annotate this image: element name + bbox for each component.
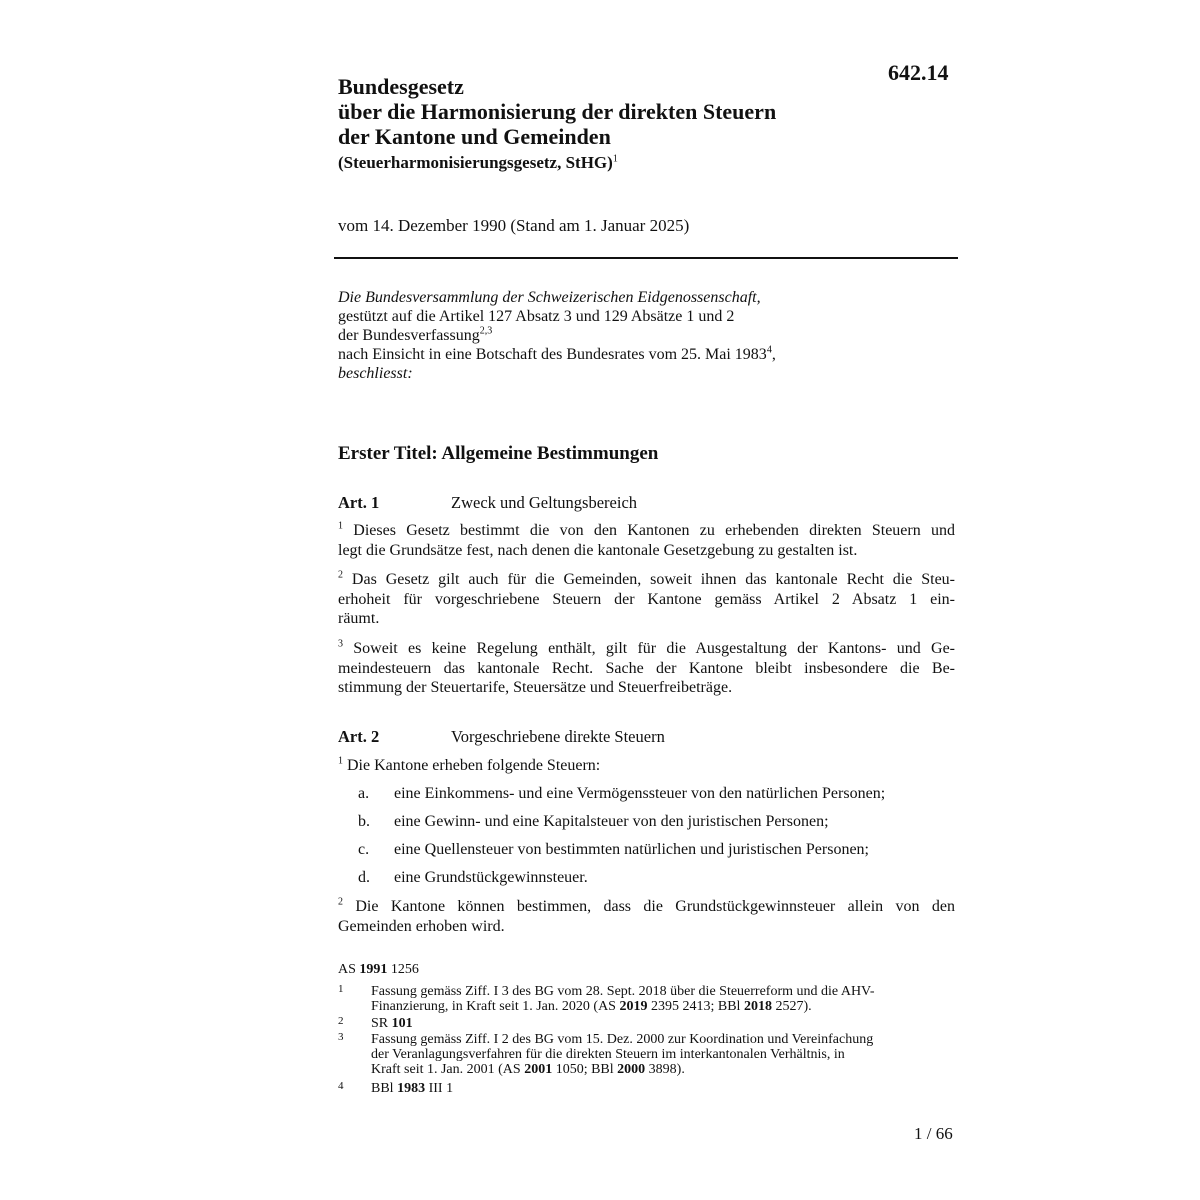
footnote-text	[371, 1032, 873, 1077]
preamble-constitution-text: der Bundesverfassung	[338, 327, 480, 344]
footnote-text	[371, 1081, 453, 1096]
paragraph-line: Gemeinden erhoben wird.	[338, 917, 505, 935]
footnote-year: 2000	[617, 1062, 646, 1077]
title-line-1: Bundesgesetz	[338, 74, 464, 99]
footnote-segment: III 1	[428, 1081, 454, 1096]
footnote-year: 2019	[619, 999, 648, 1014]
footnote-year: 2018	[743, 999, 772, 1014]
sr-number: 642.14	[888, 60, 949, 85]
list-item-letter: a.	[358, 785, 370, 802]
paragraph-line	[338, 521, 955, 541]
list-item-letter: d.	[358, 869, 370, 886]
preamble-basis: gestützt auf die Artikel 127 Absatz 3 und 129 Absätze 1 und 2	[338, 308, 735, 325]
footnote-text	[371, 984, 875, 1014]
paragraph-number: 1	[338, 755, 343, 767]
title-heading: Erster Titel: Allgemeine Bestimmungen	[338, 443, 659, 464]
footnote-segment: SR	[371, 1016, 389, 1031]
paragraph-text: Das Gesetz gilt auch für die Gemeinden, soweit ihnen das kantonale Recht die Steu-	[351, 571, 956, 588]
as-prefix: AS	[338, 962, 356, 977]
preamble-message-text: nach Einsicht in eine Botschaft des Bundesrates vom 25. Mai 1983	[338, 346, 767, 363]
footnote-segment: 1050; BBl	[555, 1062, 614, 1077]
list-item-letter: c.	[358, 841, 370, 858]
article-1-paragraph-3	[338, 639, 955, 698]
preamble-message-comma: ,	[771, 346, 776, 363]
paragraph-number: 2	[338, 896, 343, 908]
title-line-3: der Kantone und Gemeinden	[338, 124, 611, 149]
as-page: 1256	[390, 962, 419, 977]
footnote-number: 2	[338, 1015, 344, 1027]
preamble-message	[338, 345, 958, 364]
footnote-line: Fassung gemäss Ziff. I 2 des BG vom 15. Dez. 2000 zur Koordination und Vereinfachung	[371, 1032, 874, 1047]
short-title-text: (Steuerharmonisierungsgesetz, StHG)	[338, 153, 613, 172]
preamble-enacting-body: Die Bundesversammlung der Schweizerischen Eidgenossenschaft,	[338, 289, 761, 306]
footnote-segment: BBl	[371, 1081, 394, 1096]
preamble-decrees: beschliesst:	[338, 365, 413, 382]
article-1-heading	[338, 493, 637, 513]
paragraph-line: meindesteuern das kantonale Recht. Sache der Kantone bleibt insbesondere die Be-	[338, 659, 955, 677]
list-item-letter: b.	[358, 813, 370, 830]
footnote-year: 2001	[524, 1062, 553, 1077]
footnote-text	[371, 1016, 413, 1031]
official-compilation-ref	[338, 962, 419, 978]
footnote-line: der Veranlagungsverfahren für die direkten Steuern im interkantonalen Verhältnis, in	[371, 1047, 845, 1062]
list-item-text: eine Grundstückgewinnsteuer.	[394, 869, 588, 886]
paragraph-line	[338, 570, 955, 590]
title-line-2: über die Harmonisierung der direkten Steuern	[338, 99, 777, 124]
preamble	[338, 288, 958, 383]
footnote-ref-4[interactable]: 4	[766, 344, 772, 356]
footnote-segment: Kraft seit 1. Jan. 2001 (AS	[371, 1062, 521, 1077]
paragraph-line: legt die Grundsätze fest, nach denen die kantonale Gesetzgebung zu gestalten ist.	[338, 541, 858, 559]
paragraph-line: stimmung der Steuertarife, Steuersätze und Steuerfreibeträge.	[338, 679, 733, 696]
article-1-title: Zweck und Geltungsbereich	[451, 493, 638, 512]
paragraph-line: erhoheit für vorgeschriebene Steuern der Kantone gemäss Artikel 2 Absatz 1 ein-	[338, 590, 955, 608]
footnote-segment: 101	[391, 1016, 413, 1031]
paragraph-number: 2	[338, 569, 343, 581]
footnote-number: 1	[338, 983, 344, 995]
law-date: vom 14. Dezember 1990 (Stand am 1. Januar 2025)	[338, 216, 690, 235]
law-title	[338, 74, 776, 149]
paragraph-text: Die Kantone können bestimmen, dass die Grundstückgewinnsteuer allein von den	[355, 898, 955, 915]
list-item	[358, 785, 885, 803]
article-2-title: Vorgeschriebene direkte Steuern	[451, 727, 665, 746]
footnote-ref-1[interactable]: 1	[612, 153, 618, 165]
paragraph-line: räumt.	[338, 610, 380, 627]
article-2-heading	[338, 727, 665, 747]
paragraph-number: 3	[338, 638, 343, 650]
footnote-segment: 2395 2413; BBl	[650, 999, 741, 1014]
list-item-text: eine Quellensteuer von bestimmten natürlichen und juristischen Personen;	[394, 841, 869, 858]
paragraph-text: Soweit es keine Regelung enthält, gilt für die Ausgestaltung der Kantons- und Ge-	[353, 640, 955, 657]
list-item-text: eine Einkommens- und eine Vermögenssteuer von den natürlichen Personen;	[394, 785, 886, 802]
footnote-line: Fassung gemäss Ziff. I 3 des BG vom 28. Sept. 2018 über die Steuerreform und die AHV-	[371, 984, 875, 999]
page-number: 1 / 66	[914, 1124, 953, 1143]
footnote-segment: 3898).	[648, 1062, 685, 1077]
footnote-number: 3	[338, 1031, 344, 1043]
footnote-segment: Finanzierung, in Kraft seit 1. Jan. 2020 (AS	[371, 999, 616, 1014]
list-item	[358, 869, 588, 887]
article-2-paragraph-2	[338, 897, 955, 936]
list-item	[358, 813, 829, 831]
footnote-year: 1983	[397, 1081, 426, 1096]
footnote-segment: 2527).	[775, 999, 812, 1014]
paragraph-line	[338, 897, 955, 917]
article-2-number: Art. 2	[338, 727, 380, 746]
list-item-text: eine Gewinn- und eine Kapitalsteuer von den juristischen Personen;	[394, 813, 829, 830]
article-1-paragraph-2	[338, 570, 955, 629]
paragraph-text: Dieses Gesetz bestimmt die von den Kantonen zu erhebenden direkten Steuern und	[353, 522, 956, 539]
paragraph-text: Die Kantone erheben folgende Steuern:	[347, 757, 601, 774]
preamble-constitution	[338, 326, 958, 345]
paragraph-line	[338, 639, 955, 659]
paragraph-number: 1	[338, 520, 343, 532]
footnote-line	[371, 1062, 873, 1077]
footnote-ref-2-3[interactable]: 2,3	[479, 325, 493, 337]
article-2-paragraph-1	[338, 756, 955, 776]
list-item	[358, 841, 869, 859]
footnote-number: 4	[338, 1080, 344, 1092]
law-short-title	[338, 153, 618, 173]
header-divider	[334, 257, 958, 259]
article-1-paragraph-1	[338, 521, 955, 560]
footnote-line	[371, 999, 875, 1014]
article-1-number: Art. 1	[338, 493, 380, 512]
as-year: 1991	[359, 962, 388, 977]
paragraph-line	[338, 756, 955, 776]
